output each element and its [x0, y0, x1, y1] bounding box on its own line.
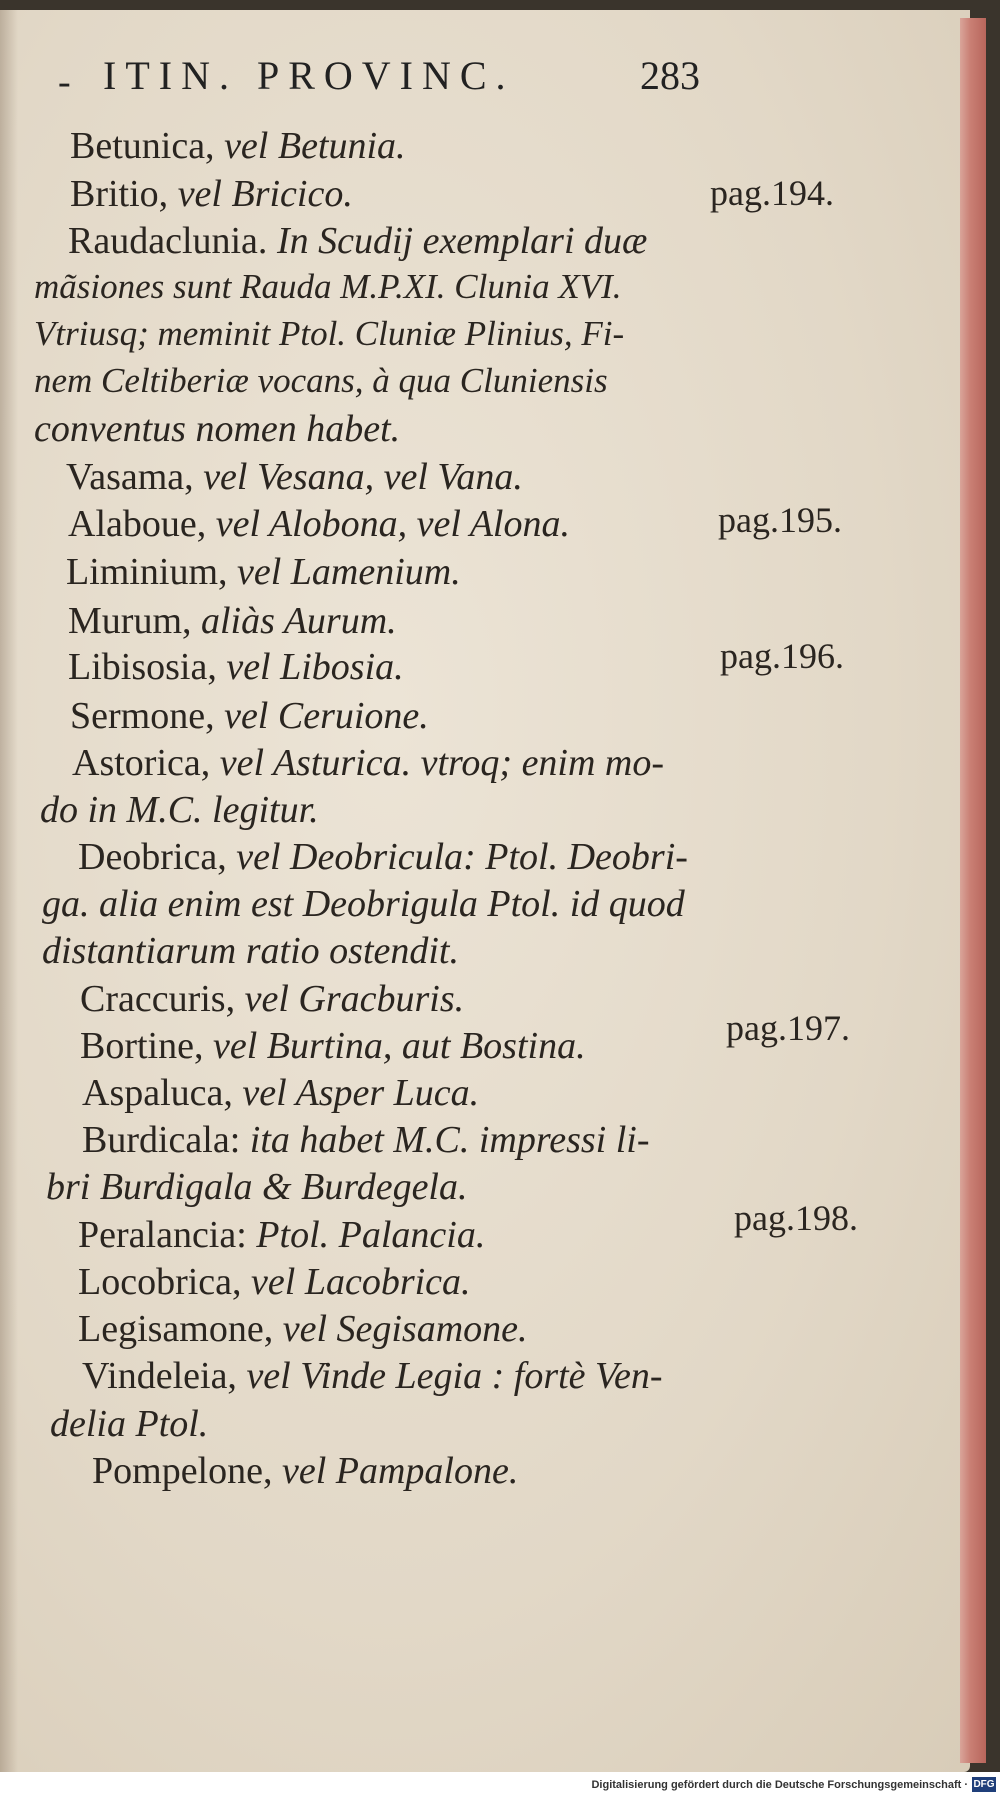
text-line: Betunica, vel Betunia. [70, 125, 406, 167]
text-line: ga. alia enim est Deobrigula Ptol. id quod [42, 883, 685, 925]
margin-note: pag.194. [710, 173, 834, 213]
text-line: bri Burdigala & Burdegela. [46, 1166, 468, 1208]
text-line: Legisamone, vel Segisamone. [78, 1308, 528, 1350]
text-line: delia Ptol. [50, 1403, 209, 1445]
text-line: Craccuris, vel Gracburis. [80, 978, 465, 1020]
text-line: do in M.C. legitur. [40, 789, 319, 831]
text-line: Vasama, vel Vesana, vel Vana. [66, 456, 523, 498]
text-line: Astorica, vel Asturica. vtroq; enim mo- [72, 742, 665, 784]
text-line: Liminium, vel Lamenium. [66, 551, 461, 593]
text-line: Alaboue, vel Alobona, vel Alona. [68, 503, 570, 545]
text-line: Libisosia, vel Libosia. [68, 646, 404, 688]
page-edge [960, 18, 986, 1763]
gutter-shadow [0, 10, 18, 1772]
header-dash: - [58, 61, 71, 103]
text-line: Vtriusq; meminit Ptol. Cluniæ Plinius, Fi- [34, 314, 625, 353]
text-line: Pompelone, vel Pampalone. [92, 1450, 519, 1492]
text-line: nem Celtiberiæ vocans, à qua Cluniensis [34, 361, 608, 400]
text-line: Burdicala: ita habet M.C. impressi li- [82, 1119, 650, 1161]
running-title: ITIN. PROVINC. [103, 53, 515, 98]
text-line: Raudaclunia. In Scudij exemplari duæ [68, 220, 648, 262]
text-line: Murum, aliàs Aurum. [68, 600, 397, 642]
text-line: Sermone, vel Ceruione. [70, 695, 429, 737]
text-line: Locobrica, vel Lacobrica. [78, 1261, 471, 1303]
margin-note: pag.195. [718, 500, 842, 540]
text-line: Vindeleia, vel Vinde Legia : fortè Ven- [82, 1355, 663, 1397]
text-line: mãsiones sunt Rauda M.P.XI. Clunia XVI. [34, 267, 622, 306]
digitization-credit: Digitalisierung gefördert durch die Deutsche Forschungsgemeinschaft · [591, 1779, 968, 1791]
text-line: Britio, vel Bricico. [70, 173, 353, 215]
text-line: conventus nomen habet. [34, 408, 401, 450]
dfg-logo: DFG [973, 1779, 995, 1790]
text-line: distantiarum ratio ostendit. [42, 930, 459, 972]
margin-note: pag.196. [720, 636, 844, 676]
margin-note: pag.197. [726, 1008, 850, 1048]
margin-note: pag.198. [734, 1198, 858, 1238]
text-line: Bortine, vel Burtina, aut Bostina. [80, 1025, 586, 1067]
page-number: 283 [640, 53, 700, 98]
text-line: Aspaluca, vel Asper Luca. [82, 1072, 480, 1114]
text-line: Deobrica, vel Deobricula: Ptol. Deobri- [78, 836, 688, 878]
text-line: Peralancia: Ptol. Palancia. [78, 1214, 486, 1256]
